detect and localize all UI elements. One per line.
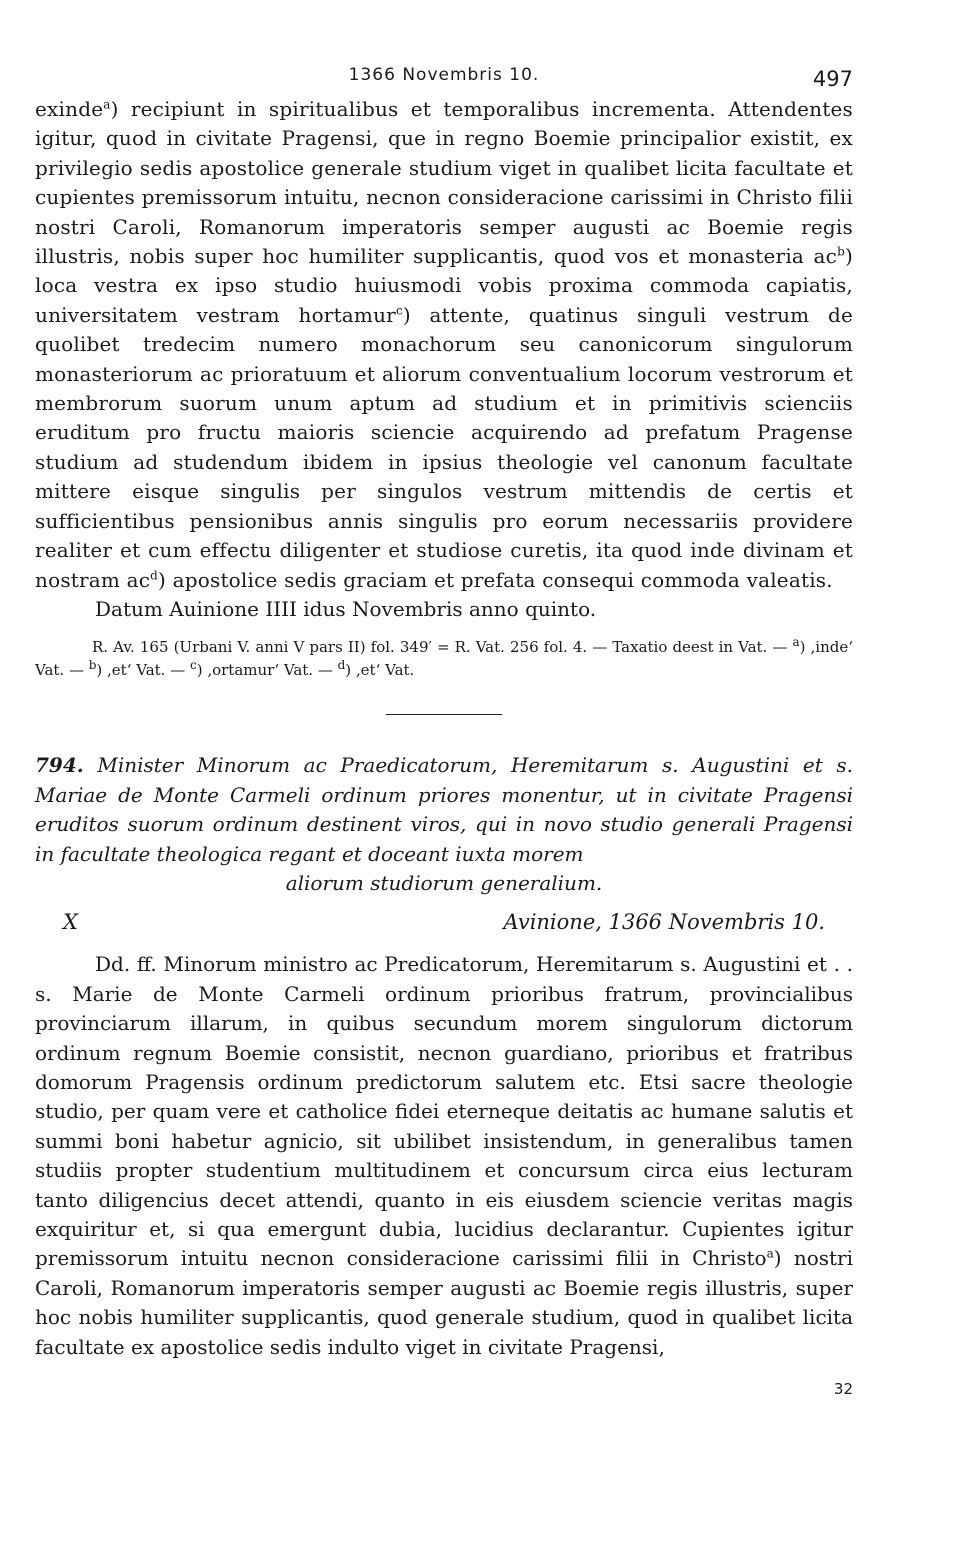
apparatus-marker: b	[88, 658, 97, 673]
running-head: 1366 Novembris 10.	[348, 65, 540, 85]
document-text	[35, 950, 853, 1362]
text-segment: Dd. ff. Minorum ministro ac Predicatorum, Heremitarum s. Augustini et . . s. Marie de Monte Carmeli ordinum prioribus fratrum, provincialibus provinciarum illarum, in quibus secundum morem singulorum dictorum ordinum regnum Boemie consistit, necnon guardiano, prioribus et fratribus domorum Pragensis ordinum predictorum salutem etc. Etsi sacre theologie studio, per quam vere et catholice fidei eterneque deitatis ac humane salutis et summi boni habetur agnicio, sit ubilibet insistendum, in generalibus tamen studiis propter studentium multitudinem et concursum circa eius lecturam tanto diligencius decet attendi, quanto in eis eiusdem sciencie veritas magis exquiritur et, si qua emergunt dubia, lucidius declarantur. Cupientes igitur premissorum intuitu necnon consideracione carissimi filii in Christo	[35, 952, 853, 1271]
signature-mark: 32	[833, 1380, 853, 1399]
footnote-marker: a	[766, 1246, 774, 1261]
page-number: 497	[812, 67, 853, 91]
dating-line: Datum Auinione IIII idus Novembris anno quinto.	[95, 596, 597, 621]
footnote-marker: b	[837, 244, 845, 259]
document-number: 794.	[35, 753, 84, 778]
apparatus-marker: c	[189, 658, 197, 673]
apparatus-marker: d	[337, 658, 346, 673]
text-segment: ) loca vestra ex ipso studio huiusmodi vobis proxima commoda capiatis, universitatem vestram hortamur	[35, 244, 853, 327]
document-page	[35, 55, 854, 1399]
apparatus-segment: ) ‚inde‘ Vat. —	[35, 638, 854, 680]
footnote-marker: c	[395, 303, 403, 318]
regest-text-last-line: aliorum studiorum generalium.	[285, 870, 603, 895]
section-divider	[386, 714, 502, 715]
document-letter: X	[63, 910, 78, 935]
apparatus-segment: R. Av. 165 (Urbani V. anni V pars II) fol. 349′ = R. Vat. 256 fol. 4. — Taxatio deest in Vat. —	[92, 638, 793, 657]
previous-document-text	[35, 95, 853, 595]
text-segment: exinde	[35, 97, 104, 121]
footnote-marker: a	[103, 97, 111, 112]
apparatus-segment: ) ‚et‘ Vat.	[345, 661, 415, 680]
critical-apparatus	[35, 636, 853, 682]
apparatus-segment: ) ‚et‘ Vat. —	[96, 661, 190, 680]
text-segment: ) attente, quatinus singuli vestrum de quolibet tredecim numero monachorum seu canonicorum singulorum monasteriorum ac prioratuum et aliorum conventualium locorum vestrorum et membrorum suorum unum aptum ad studium et in primitivis scienciis eruditum pro fructu maioris sciencie acquirendo ad prefatum Pragense studium ad studendum ibidem in ipsius theologie vel canonum facultate mittere eisque singulis per singulos vestrum mittendis de certis et sufficientibus pensionibus annis singulis pro eorum necessariis providere realiter et cum effectu diligenter et studiose curetis, ita quod inde divinam et nostram ac	[35, 302, 853, 592]
text-segment: ) nostri Caroli, Romanorum imperatoris semper augusti ac Boemie regis illustris, super hoc nobis humiliter supplicantis, quod generale studium, quod in qualibet licita facultate ex apostolice sedis indulto viget in civitate Pragensi,	[35, 1246, 854, 1359]
place-date-line	[35, 910, 853, 940]
footnote-marker: d	[150, 567, 159, 582]
text-segment: ) recipiunt in spiritualibus et temporalibus incrementa. Attendentes igitur, quod in civitate Pragensi, que in regno Boemie principalior existit, ex privilegio sedis apostolice generale studium viget in qualibet licita facultate et cupientes premissorum intuitu, necnon consideracione carissimi in Christo filii nostri Caroli, Romanorum imperatoris semper augusti ac Boemie regis illustris, nobis super hoc humiliter supplicantis, quod vos et monasteria ac	[35, 97, 853, 269]
text-segment: ) apostolice sedis graciam et prefata consequi commoda valeatis.	[158, 567, 833, 592]
apparatus-marker: a	[792, 635, 800, 650]
regest-text: Minister Minorum ac Praedicatorum, Heremitarum s. Augustini et s. Mariae de Monte Carmeli ordinum priores monentur, ut in civitate Pragensi eruditos suorum ordinum destinent viros, qui in novo studio generali Pragensi in facultate theologica regant et doceant iuxta morem	[35, 753, 853, 866]
page-header	[35, 55, 853, 95]
apparatus-segment: ) ‚ortamur‘ Vat. —	[196, 661, 338, 680]
place-date: Avinione, 1366 Novembris 10.	[503, 910, 825, 935]
document-regest	[35, 751, 853, 898]
